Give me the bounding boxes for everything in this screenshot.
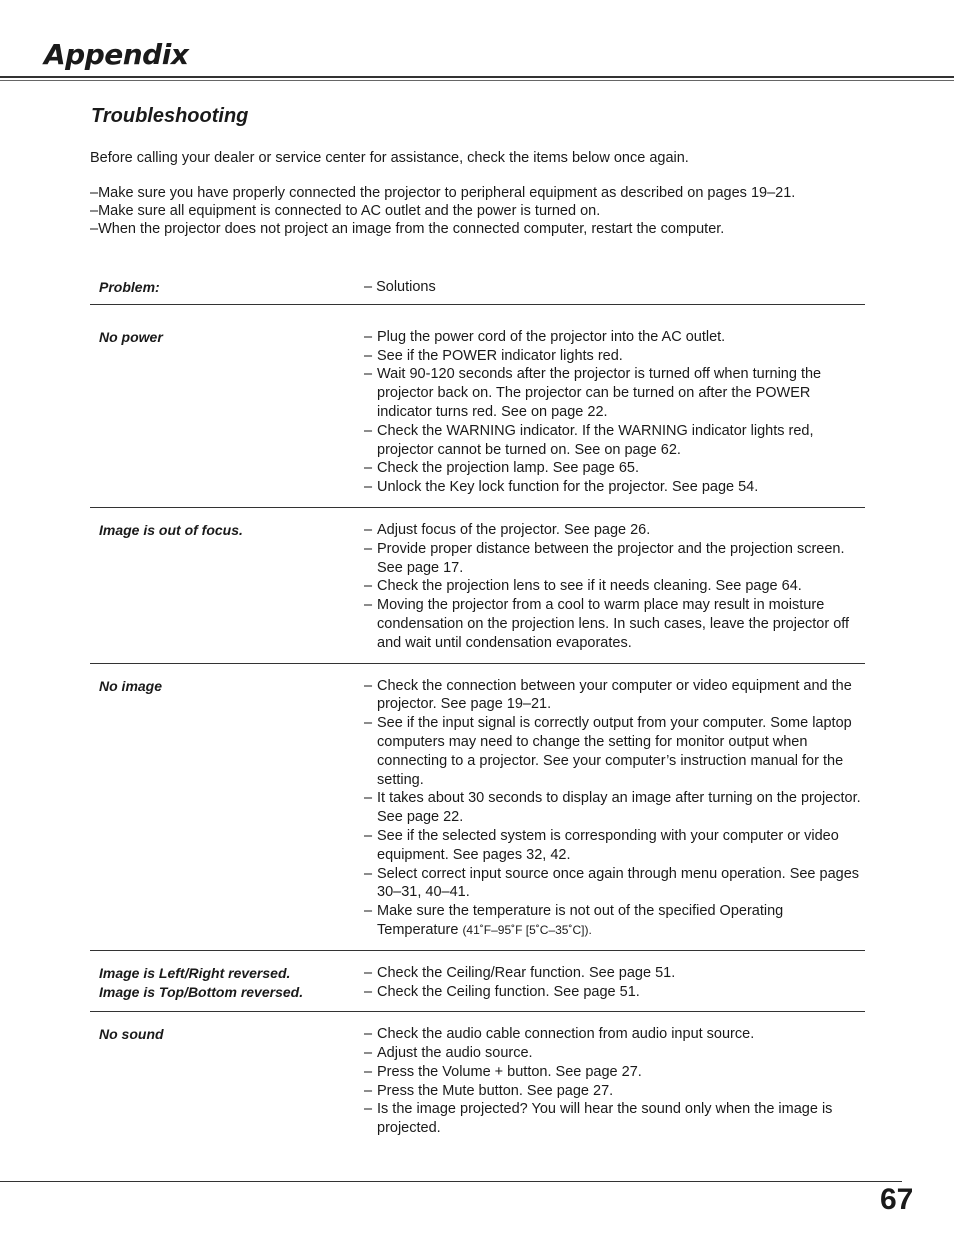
table-row [90,508,865,664]
header-rule-thin [0,80,954,81]
solution-item: – Make sure the temperature is not out of the specified Operating Temperature (41˚F–95˚F [5˚C–35˚C]). [364,903,784,938]
solution-item: – Plug the power cord of the projector into the AC outlet. [364,328,726,345]
temperature-range: (41˚F–95˚F [5˚C–35˚C]). [462,922,592,937]
table-row [90,951,865,1013]
intro-paragraph: Before calling your dealer or service center for assistance, check the items below once again. [90,150,689,166]
solution-item: – Check the connection between your computer or video equipment and the projector. See page 19–21. [364,677,852,713]
troubleshooting-table [90,270,865,1148]
solutions-cell [364,521,865,653]
page-header-title: Appendix [44,38,189,71]
solution-item: – See if the POWER indicator lights red. [364,347,623,364]
table-header-row [90,270,865,305]
footer-rule [0,1181,902,1182]
problem-text: Image is Top/Bottom reversed. [99,983,304,1000]
solution-item: – See if the selected system is corresponding with your computer or video equipment. See pages 32, 42. [364,827,839,863]
problem-cell [90,521,364,653]
solution-item: – Check the projection lens to see if it needs cleaning. See page 64. [364,578,802,595]
solutions-cell [364,677,865,940]
solution-item: – Check the Ceiling function. See page 51. [364,983,640,1000]
solutions-column-header: – Solutions [364,279,436,295]
problem-text: No image [99,677,163,694]
solution-item: – Check the WARNING indicator. If the WARNING indicator lights red, projector cannot be turned on. See on page 62. [364,422,814,458]
solution-item: – See if the input signal is correctly output from your computer. Some laptop computers may need to change the setting for monitor output when connecting to a projector. See your computer’s instruction manual for the setting. [364,715,852,788]
checklist [90,184,795,238]
problem-cell [90,328,364,497]
problem-text: Image is out of focus. [99,521,243,538]
solution-item: – Adjust the audio source. [364,1045,533,1062]
solution-item: – Check the Ceiling/Rear function. See page 51. [364,964,676,981]
check-item: –When the projector does not project an image from the connected computer, restart the computer. [90,221,725,237]
solutions-cell [364,328,865,497]
problem-text: Image is Left/Right reversed. [99,964,291,981]
solution-item: – Check the audio cable connection from audio input source. [364,1026,755,1043]
problem-cell [90,677,364,940]
table-row [90,664,865,951]
solution-item: – Press the Mute button. See page 27. [364,1082,614,1099]
temperature-sentence: Make sure the temperature is not out of the specified Operating Temperature [377,903,784,938]
check-item: –Make sure all equipment is connected to AC outlet and the power is turned on. [90,203,601,219]
solution-item: – Adjust focus of the projector. See page 26. [364,521,651,538]
solution-item: – Unlock the Key lock function for the projector. See page 54. [364,479,759,496]
solutions-cell [364,964,865,1002]
problem-cell [90,1025,364,1138]
problem-text: No sound [99,1026,164,1043]
solution-item: – Provide proper distance between the projector and the projection screen. See page 17. [364,540,845,576]
check-item: –Make sure you have properly connected the projector to peripheral equipment as described on pages 19–21. [90,185,796,201]
solution-item: – Moving the projector from a cool to warm place may result in moisture condensation on the projection lens. In such cases, leave the projector off and wait until condensation evaporates. [364,597,850,651]
problem-column-header: Problem: [99,279,160,295]
solution-item: – Wait 90-120 seconds after the projector is turned off when turning the projector back on. The projector can be turned on after the POWER indicator turns red. See on page 22. [364,366,822,420]
problem-cell [90,964,364,1002]
problem-text: No power [99,328,163,345]
table-row [90,1012,865,1148]
solution-item: – Is the image projected? You will hear the sound only when the image is projected. [364,1101,833,1137]
page-number: 67 [880,1183,914,1216]
section-title: Troubleshooting [91,105,249,127]
table-row [90,305,865,508]
solutions-cell [364,1025,865,1138]
solution-item: – Select correct input source once again through menu operation. See pages 30–31, 40–41. [364,865,860,901]
solution-item: – Press the Volume + button. See page 27. [364,1063,642,1080]
header-rule [0,76,954,78]
solution-item: – Check the projection lamp. See page 65. [364,460,639,477]
solution-item: – It takes about 30 seconds to display an image after turning on the projector. See page 22. [364,790,861,826]
